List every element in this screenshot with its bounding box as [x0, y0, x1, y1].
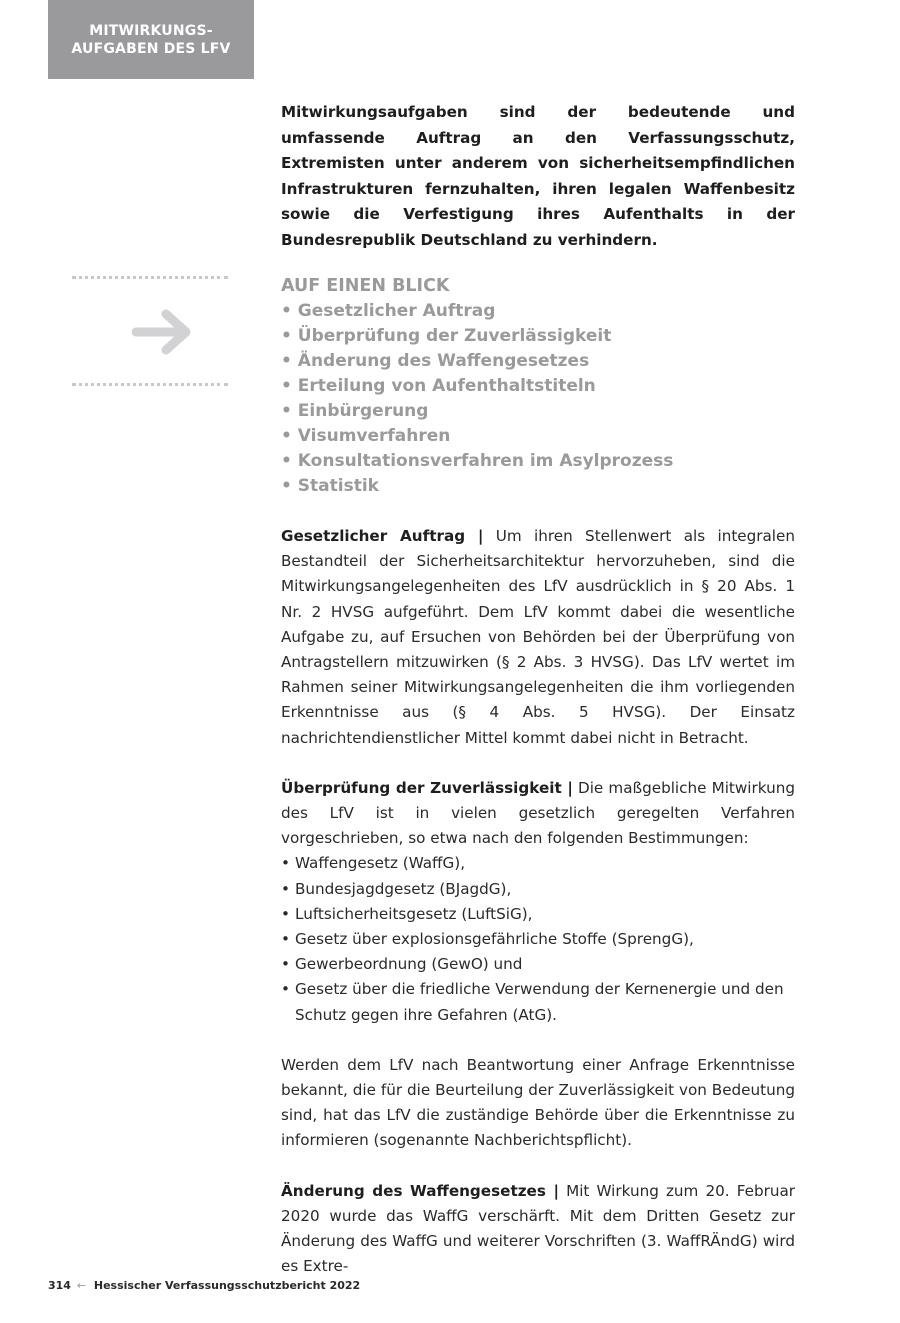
back-arrow-icon[interactable]: ←	[76, 1279, 87, 1292]
page-number: 314	[48, 1279, 71, 1292]
at-a-glance-box	[281, 274, 795, 499]
nachberichtspflicht-paragraph: Werden dem LfV nach Beantwortung einer Anfrage Erkenntnisse bekannt, die für die Beurteilung der Zuverlässigkeit von Bedeutung sind, hat das LfV die zuständige Behörde über die Erkenntnisse zu informieren (sogenannte Nachberichtspflicht).	[281, 1055, 795, 1150]
publication-title: Hessischer Verfassungsschutzbericht 2022	[93, 1279, 361, 1292]
law-list-item: • Gewerbeordnung (GewO) und	[281, 952, 795, 977]
section-gesetzlicher-auftrag	[281, 524, 795, 751]
section-text: Um ihren Stellenwert als integralen Bestandteil der Sicherheitsarchitektur hervorzuheben, sind die Mitwirkungsangelegenheiten des LfV ausdrücklich in § 20 Abs. 1 Nr. 2 HVSG aufgeführt. Dem LfV kommt dabei die wesentliche Aufgabe zu, auf Ersuchen von Behörden bei der Überprüfung von Antragstellern mitzuwirken (§ 2 Abs. 3 HVSG). Das LfV wertet im Rahmen seiner Mitwirkungsangelegenheiten die ihm vorliegenden Erkenntnisse aus (§ 4 Abs. 5 HVSG). Der Einsatz nachrichtendienstlicher Mittel kommt dabei nicht in Betracht.	[281, 527, 795, 747]
law-list-item: • Gesetz über die friedliche Verwendung der Kernenergie und den Schutz gegen ihre Gefahren (AtG).	[281, 977, 795, 1027]
glance-item: • Überprüfung der Zuverlässigkeit	[281, 324, 795, 349]
page-footer	[48, 1278, 360, 1294]
law-list	[281, 851, 795, 1027]
section-text: Mit Wirkung zum 20. Februar 2020 wurde das WaffG verschärft. Mit dem Dritten Gesetz zur Änderung des WaffG und weiterer Vorschriften (3. WaffRÄndG) wird es Extre-	[281, 1181, 796, 1276]
law-list-item: • Luftsicherheitsgesetz (LuftSiG),	[281, 902, 795, 927]
glance-item: • Einbürgerung	[281, 399, 795, 424]
section-waffengesetz	[281, 1179, 795, 1280]
at-a-glance-heading: AUF EINEN BLICK	[281, 276, 450, 296]
law-list-item: • Bundesjagdgesetz (BJagdG),	[281, 877, 795, 902]
section-text: Die maßgebliche Mitwirkung des LfV ist in vielen gesetzlich geregelten Verfahren vorgeschrieben, so etwa nach den folgenden Bestimmungen:	[281, 778, 795, 848]
section-title: Änderung des Waffengesetzes |	[281, 1181, 559, 1200]
at-a-glance-list	[281, 299, 795, 499]
glance-item: • Gesetzlicher Auftrag	[281, 299, 795, 324]
section-zuverlaessigkeit	[281, 776, 795, 1154]
law-list-item: • Waffengesetz (WaffG),	[281, 851, 795, 876]
glance-item: • Visumverfahren	[281, 424, 795, 449]
glance-item: • Erteilung von Aufenthaltstiteln	[281, 374, 795, 399]
main-content	[281, 100, 795, 1279]
lead-paragraph: Mitwirkungsaufgaben sind der bedeutende und umfassende Auftrag an den Verfassungsschutz, Extremisten unter anderem von sicherheitsempfindlichen Infrastrukturen fernzuhalten, ihren legalen Waffenbesitz sowie die Verfestigung ihres Aufenthalts in der Bundesrepublik Deutschland zu verhindern.	[281, 103, 795, 249]
dotted-divider-top	[72, 276, 228, 279]
section-title: Gesetzlicher Auftrag |	[281, 527, 484, 545]
section-tab-title: MITWIRKUNGS- AUFGABEN DES LFV	[71, 22, 231, 57]
section-title: Überprüfung der Zuverlässigkeit |	[281, 778, 573, 797]
right-arrow-icon	[132, 306, 196, 358]
section-tab	[48, 0, 254, 79]
law-list-item: • Gesetz über explosionsgefährliche Stoffe (SprengG),	[281, 927, 795, 952]
dotted-divider-bottom	[72, 383, 228, 386]
glance-item: • Statistik	[281, 474, 795, 499]
glance-item: • Konsultationsverfahren im Asylprozess	[281, 449, 795, 474]
glance-item: • Änderung des Waffengesetzes	[281, 349, 795, 374]
